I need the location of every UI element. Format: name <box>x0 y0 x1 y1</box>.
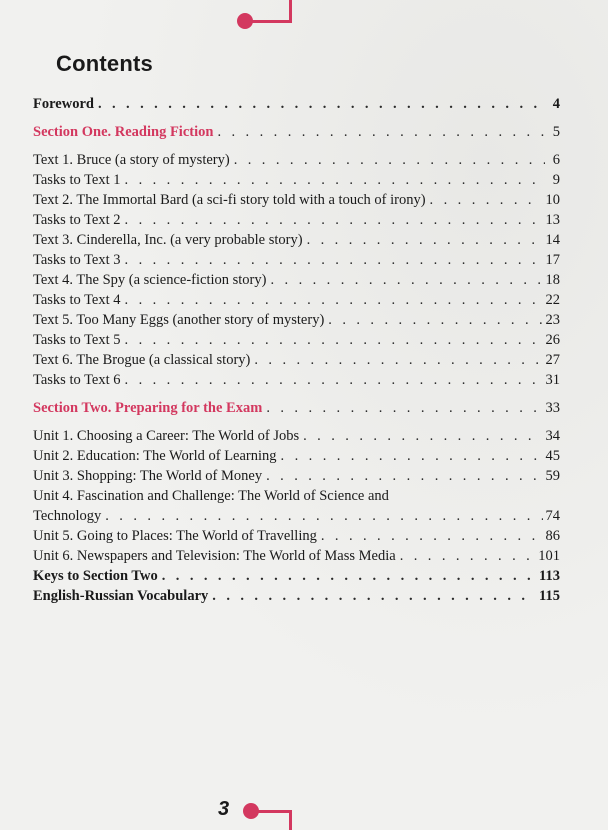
toc-entry[interactable] <box>33 270 560 290</box>
toc-leader-dots <box>162 566 536 586</box>
toc-entry[interactable] <box>33 250 560 270</box>
toc-entry-page: 59 <box>545 468 560 484</box>
top-decoration-line-horizontal <box>248 20 292 23</box>
spacer <box>33 114 560 122</box>
toc-leader-dots <box>307 230 543 250</box>
toc-section-two[interactable] <box>33 398 560 418</box>
toc-entry-label: Unit 1. Choosing a Career: The World of Jobs <box>33 428 300 444</box>
toc-entry-label: Unit 2. Education: The World of Learning <box>33 448 277 464</box>
toc-leader-dots <box>400 546 536 566</box>
toc-entry-page: 86 <box>545 528 560 544</box>
toc-leader-dots <box>125 330 543 350</box>
toc-entry-page: 14 <box>545 232 560 248</box>
toc-entry-page: 74 <box>545 508 560 524</box>
toc-leader-dots <box>125 170 545 190</box>
toc-section-label: Section One. Reading Fiction <box>33 124 214 140</box>
toc-entry[interactable] <box>33 446 560 466</box>
toc-leader-dots <box>254 350 542 370</box>
toc-entry[interactable] <box>33 210 560 230</box>
toc-entry-label: Foreword <box>33 96 94 112</box>
toc-entry-page: 10 <box>545 192 560 208</box>
toc-entry-page: 33 <box>545 400 560 416</box>
toc-entry-page: 13 <box>545 212 560 228</box>
toc-entry-page: 5 <box>552 124 560 140</box>
toc-leader-dots <box>266 466 542 486</box>
toc-leader-dots <box>303 426 542 446</box>
toc-entry-page: 101 <box>538 548 560 564</box>
toc-entry-keys[interactable] <box>33 566 560 586</box>
section-one-list <box>33 150 560 390</box>
toc-entry-label: English-Russian Vocabulary <box>33 588 209 604</box>
toc-entry[interactable] <box>33 526 560 546</box>
toc-leader-dots <box>98 94 545 114</box>
toc-entry-label: Unit 5. Going to Places: The World of Travelling <box>33 528 317 544</box>
toc-entry-page: 4 <box>552 96 560 112</box>
toc-entry-label: Unit 6. Newspapers and Television: The World of Mass Media <box>33 548 396 564</box>
toc-entry-label-line-1: Unit 4. Fascination and Challenge: The World of Science and <box>33 488 389 504</box>
table-of-contents <box>33 94 560 606</box>
toc-leader-dots <box>105 506 542 526</box>
toc-section-one[interactable] <box>33 122 560 142</box>
toc-entry-label: Tasks to Text 3 <box>33 252 121 268</box>
toc-leader-dots <box>266 398 542 418</box>
toc-entry[interactable] <box>33 426 560 446</box>
toc-entry-unit-4[interactable] <box>33 486 560 526</box>
toc-leader-dots <box>125 290 543 310</box>
toc-entry[interactable] <box>33 190 560 210</box>
toc-entry-label: Text 5. Too Many Eggs (another story of mystery) <box>33 312 325 328</box>
toc-entry-foreword[interactable] <box>33 94 560 114</box>
toc-entry-page: 31 <box>545 372 560 388</box>
toc-entry[interactable] <box>33 546 560 566</box>
toc-leader-dots <box>321 526 543 546</box>
toc-entry-label: Text 2. The Immortal Bard (a sci-fi story told with a touch of irony) <box>33 192 426 208</box>
toc-section-label: Section Two. Preparing for the Exam <box>33 400 263 416</box>
toc-entry-label: Tasks to Text 5 <box>33 332 121 348</box>
toc-leader-dots <box>125 370 543 390</box>
section-two-list <box>33 426 560 566</box>
toc-entry-page: 27 <box>545 352 560 368</box>
toc-entry-label: Text 4. The Spy (a science-fiction story) <box>33 272 267 288</box>
toc-leader-dots <box>217 122 545 142</box>
toc-entry-page: 23 <box>545 312 560 328</box>
toc-entry[interactable] <box>33 230 560 250</box>
toc-entry-label: Tasks to Text 1 <box>33 172 121 188</box>
top-decoration-line-vertical <box>289 0 292 22</box>
page-number: 3 <box>218 798 230 820</box>
toc-entry-page: 6 <box>552 152 560 168</box>
toc-entry-page: 9 <box>552 172 560 188</box>
spacer <box>33 390 560 398</box>
toc-leader-dots <box>234 150 545 170</box>
toc-leader-dots <box>281 446 543 466</box>
toc-leader-dots <box>430 190 543 210</box>
toc-entry[interactable] <box>33 370 560 390</box>
toc-entry-label: Keys to Section Two <box>33 568 158 584</box>
toc-entry-label: Tasks to Text 6 <box>33 372 121 388</box>
toc-entry-page: 18 <box>545 272 560 288</box>
toc-entry-page: 115 <box>539 588 560 604</box>
toc-entry-label: Text 6. The Brogue (a classical story) <box>33 352 251 368</box>
toc-leader-dots <box>125 210 543 230</box>
toc-entry[interactable] <box>33 290 560 310</box>
toc-entry-page: 34 <box>545 428 560 444</box>
toc-entry[interactable] <box>33 330 560 350</box>
toc-entry-page: 113 <box>539 568 560 584</box>
spacer <box>33 418 560 426</box>
bottom-decoration-line-horizontal <box>255 810 292 813</box>
toc-entry[interactable] <box>33 170 560 190</box>
toc-entry[interactable] <box>33 310 560 330</box>
toc-entry-label: Text 3. Cinderella, Inc. (a very probable story) <box>33 232 303 248</box>
toc-entry-label: Unit 3. Shopping: The World of Money <box>33 468 263 484</box>
toc-entry-vocabulary[interactable] <box>33 586 560 606</box>
toc-entry-page: 26 <box>545 332 560 348</box>
toc-leader-dots <box>125 250 543 270</box>
toc-entry[interactable] <box>33 466 560 486</box>
toc-entry-line-2 <box>33 506 560 526</box>
toc-entry-page: 45 <box>545 448 560 464</box>
spacer <box>33 142 560 150</box>
toc-entry-page: 22 <box>545 292 560 308</box>
toc-entry-label: Tasks to Text 2 <box>33 212 121 228</box>
top-decoration-dot <box>237 13 253 29</box>
toc-entry-page: 17 <box>545 252 560 268</box>
toc-entry[interactable] <box>33 350 560 370</box>
page-title: Contents <box>56 51 153 76</box>
toc-leader-dots <box>270 270 542 290</box>
bottom-decoration-line-vertical <box>289 810 292 830</box>
toc-leader-dots <box>212 586 536 606</box>
toc-leader-dots <box>328 310 542 330</box>
toc-entry-label: Text 1. Bruce (a story of mystery) <box>33 152 230 168</box>
toc-entry-label: Tasks to Text 4 <box>33 292 121 308</box>
toc-entry-label-line-2: Technology <box>33 508 102 524</box>
toc-entry[interactable] <box>33 150 560 170</box>
